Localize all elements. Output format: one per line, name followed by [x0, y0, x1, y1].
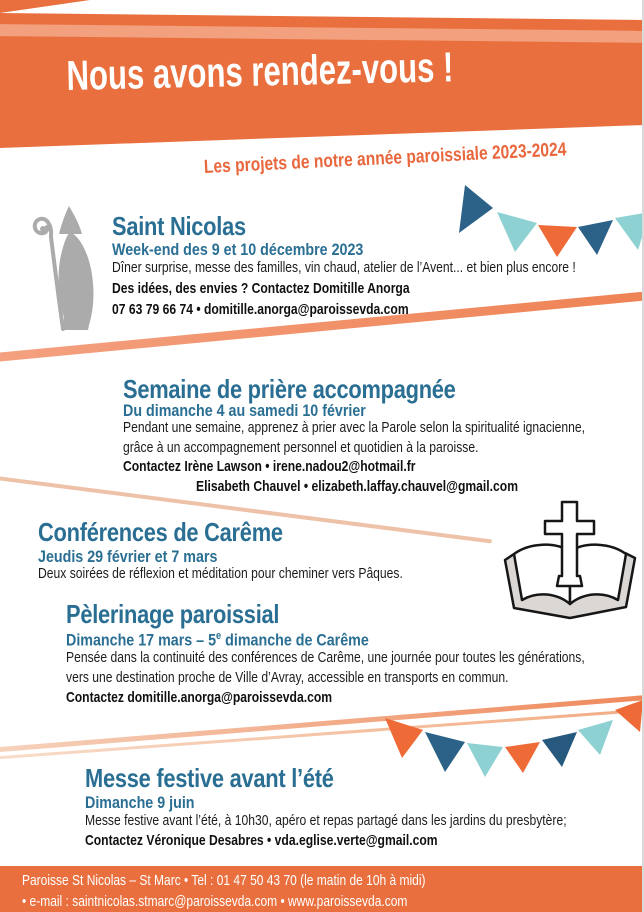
- contact-line: Des idées, des envies ? Contactez Domitille Anorga: [112, 281, 410, 297]
- pennant-icon: [538, 225, 577, 257]
- event-date: Dimanche 9 juin: [85, 793, 195, 812]
- event-title: Conférences de Carême: [38, 517, 283, 547]
- event-description: vers une destination proche de Ville d’Avray, accessible en transports en commun.: [66, 670, 509, 686]
- event-date: Week-end des 9 et 10 décembre 2023: [112, 240, 364, 259]
- pennant-icon: [615, 700, 643, 732]
- footer-line: • e-mail : saintnicolas.stmarc@paroissevda.com • www.paroissevda.com: [22, 893, 408, 910]
- contact-line: Contactez Véronique Desabres • vda.eglise.verte@gmail.com: [85, 833, 438, 849]
- event-description: Dîner surprise, messe des familles, vin chaud, atelier de l’Avent... et bien plus encore !: [112, 260, 576, 276]
- pennant-icon: [497, 212, 537, 252]
- header-band-highlight: [0, 24, 644, 43]
- event-title: Saint Nicolas: [112, 211, 246, 241]
- event-date-text: dimanche de Carême: [221, 630, 369, 650]
- page-title: Nous avons rendez-vous !: [66, 43, 454, 99]
- pennant-icon: [505, 742, 540, 773]
- event-date: Jeudis 29 février et 7 mars: [38, 547, 218, 566]
- event-title: Messe festive avant l’été: [85, 763, 334, 793]
- pennant-icon: [385, 718, 423, 758]
- page-subtitle: Les projets de notre année paroissiale 2023-2024: [203, 139, 567, 178]
- event-date-ordinal: e: [216, 630, 222, 642]
- footer-band: [0, 866, 644, 912]
- pennant-icon: [578, 720, 613, 755]
- pennant-icon: [542, 732, 577, 767]
- contact-line: Elisabeth Chauvel • elizabeth.laffay.chauvel@gmail.com: [196, 479, 518, 495]
- bunting-bottom-icon: [382, 696, 644, 796]
- bishop-silhouette-icon: [26, 203, 110, 333]
- event-title: Pèlerinage paroissial: [66, 599, 280, 629]
- contact-line: Contactez domitille.anorga@paroissevda.com: [66, 690, 333, 706]
- contact-line: Contactez Irène Lawson • irene.nadou2@hotmail.fr: [123, 459, 416, 475]
- event-date-text: Dimanche 17 mars – 5: [66, 630, 217, 650]
- open-book-cross-icon: [498, 498, 643, 620]
- event-date: [66, 630, 369, 651]
- event-description: Deux soirées de réflexion et méditation pour cheminer vers Pâques.: [38, 566, 403, 582]
- pennant-icon: [425, 732, 465, 772]
- contact-line: 07 63 79 66 74 • domitille.anorga@paroissevda.com: [112, 302, 409, 318]
- event-date: Du dimanche 4 au samedi 10 février: [123, 401, 366, 420]
- event-description: grâce à un accompagnement personnel et quotidien à la paroisse.: [123, 440, 479, 456]
- pennant-icon: [459, 185, 493, 233]
- pennant-icon: [578, 220, 613, 255]
- footer-line: Paroisse St Nicolas – St Marc • Tel : 01 47 50 43 70 (le matin de 10h à midi): [22, 872, 426, 889]
- event-description: Messe festive avant l’été, à 10h30, apéro et repas partagé dans les jardins du presbytère;: [85, 813, 567, 829]
- event-title: Semaine de prière accompagnée: [123, 374, 456, 404]
- event-description: Pensée dans la continuité des conférences de Carême, une journée pour toutes les générations,: [66, 650, 585, 666]
- pennant-icon: [467, 743, 503, 777]
- event-description: Pendant une semaine, apprenez à prier avec la Parole selon la spiritualité ignacienne,: [123, 420, 586, 436]
- pennant-icon: [615, 212, 644, 250]
